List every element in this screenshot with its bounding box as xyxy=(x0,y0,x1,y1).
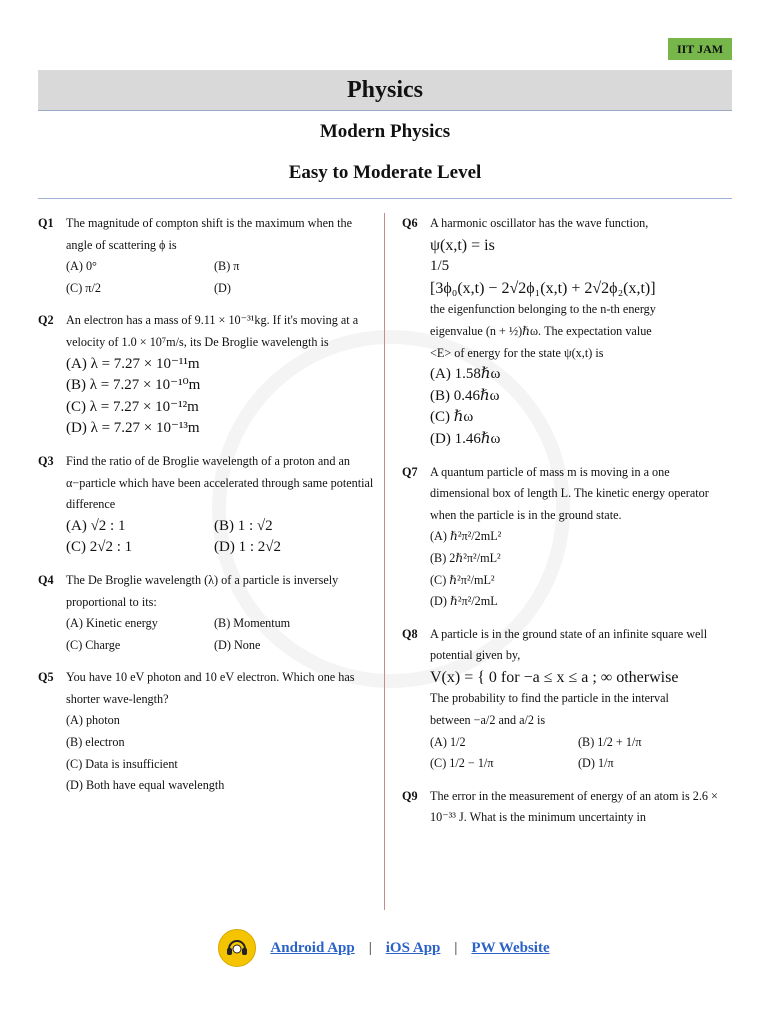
option: (C) π/2 xyxy=(66,280,101,295)
options-list xyxy=(430,364,732,450)
exam-badge: IIT JAM xyxy=(668,38,732,60)
option: (D) xyxy=(214,280,231,295)
question xyxy=(402,624,732,775)
option: (A) √2 : 1 xyxy=(66,517,126,534)
question-number: Q7 xyxy=(402,464,418,479)
headset-icon xyxy=(224,935,250,961)
question-stem: The error in the measurement of energy of an atom is 2.6 × 10⁻³³ J. What is the minimum uncertainty in xyxy=(430,788,718,825)
option: (A) 1.58ℏω xyxy=(430,366,501,383)
option: (D) 1 : 2√2 xyxy=(214,539,281,556)
option: (C) 2√2 : 1 xyxy=(66,539,133,556)
question-stem: The De Broglie wavelength (λ) of a particle is inversely proportional to its: xyxy=(66,572,339,609)
header-rule xyxy=(38,198,732,199)
option: (A) photon xyxy=(66,713,120,728)
question-stem: Find the ratio of de Broglie wavelength of a proton and an α−particle which have been accelerated through same potential difference xyxy=(66,453,374,512)
question xyxy=(38,667,376,797)
question-number: Q6 xyxy=(402,216,418,230)
question-stem: The magnitude of compton shift is the maximum when the angle of scattering ϕ is xyxy=(66,216,353,252)
option: (C) 1/2 − 1/π xyxy=(430,756,494,771)
options-list xyxy=(66,710,376,796)
question-number: Q9 xyxy=(402,788,418,803)
options-grid xyxy=(66,256,376,299)
footer-separator: | xyxy=(454,939,458,956)
question-stem: An electron has a mass of 9.11 × 10⁻³¹kg. If it's moving at a velocity of 1.0 × 10⁷m/s, its De Broglie wavelength is xyxy=(66,313,359,349)
question xyxy=(38,213,376,299)
option: (B) 2ℏ²π²/mL² xyxy=(430,550,501,565)
question xyxy=(402,786,732,829)
option: (B) 1 : √2 xyxy=(214,517,273,534)
option: (A) λ = 7.27 × 10⁻¹¹m xyxy=(66,355,200,372)
option: (D) ℏ²π²/2mL xyxy=(430,594,498,609)
android-app-link[interactable]: Android App xyxy=(270,939,355,956)
option: (B) electron xyxy=(66,735,125,750)
options-grid xyxy=(66,613,376,656)
options-list xyxy=(66,354,376,440)
option: (B) 0.46ℏω xyxy=(430,387,500,404)
option: (A) 0° xyxy=(66,259,97,274)
question xyxy=(38,451,376,559)
option: (A) ℏ²π²/2mL² xyxy=(430,529,502,544)
question-stem-line: A harmonic oscillator has the wave function, xyxy=(430,216,649,230)
question-stem-line: The probability to find the particle in the interval xyxy=(430,691,669,706)
options-grid xyxy=(430,732,732,775)
option: (D) λ = 7.27 × 10⁻¹³m xyxy=(66,420,200,437)
column-divider xyxy=(384,213,385,910)
option: (B) π xyxy=(214,259,240,274)
option: (D) 1.46ℏω xyxy=(430,430,501,447)
question xyxy=(38,310,376,440)
option: (D) Both have equal wavelength xyxy=(66,778,225,793)
question-number: Q3 xyxy=(38,453,54,468)
option: (C) ℏω xyxy=(430,409,474,426)
question-stem-line: between −a/2 and a/2 is xyxy=(430,713,546,728)
option: (C) ℏ²π²/mL² xyxy=(430,572,495,587)
footer-links xyxy=(0,928,768,968)
footer-separator: | xyxy=(368,939,372,956)
ios-app-link[interactable]: iOS App xyxy=(385,939,441,956)
question-number: Q8 xyxy=(402,626,418,641)
option: (D) 1/π xyxy=(578,756,614,771)
question-stem-line: 1/5 xyxy=(430,258,450,275)
option: (D) None xyxy=(214,637,261,652)
option: (A) Kinetic energy xyxy=(66,616,158,631)
option: (B) 1/2 + 1/π xyxy=(578,734,642,749)
option: (B) Momentum xyxy=(214,616,291,631)
level-subtitle: Easy to Moderate Level xyxy=(288,162,482,183)
option: (B) λ = 7.27 × 10⁻¹⁰m xyxy=(66,377,201,394)
option: (C) λ = 7.27 × 10⁻¹²m xyxy=(66,398,199,415)
question-number: Q4 xyxy=(38,572,54,587)
question-stem-line: eigenvalue (n + ½)ℏω. The expectation value xyxy=(430,323,652,338)
pw-website-link[interactable]: PW Website xyxy=(471,939,550,956)
question xyxy=(38,570,376,656)
left-column xyxy=(38,213,376,808)
page-title: Physics xyxy=(38,70,732,111)
question-stem-line: V(x) = { 0 for −a ≤ x ≤ a ; ∞ otherwise xyxy=(430,668,679,686)
options-grid xyxy=(66,516,376,559)
question-number: Q5 xyxy=(38,670,54,685)
question-stem: A quantum particle of mass m is moving in a one dimensional box of length L. The kinetic energy operator when the particle is in the ground state. xyxy=(430,464,709,522)
question-stem-line: the eigenfunction belonging to the n-th energy xyxy=(430,302,656,317)
options-list xyxy=(430,526,732,612)
question-stem-line: <E> of energy for the state ψ(x,t) is xyxy=(430,345,604,360)
question xyxy=(402,462,732,613)
option: (C) Charge xyxy=(66,637,121,652)
question-stem-line: A particle is in the ground state of an infinite square well potential given by, xyxy=(430,626,708,663)
question-stem-line: [3ϕ₀(x,t) − 2√2ϕ₁(x,t) + 2√2ϕ₂(x,t)] xyxy=(430,279,656,297)
question-stem: You have 10 eV photon and 10 eV electron. Which one has shorter wave-length? xyxy=(66,670,355,706)
topic-subtitle: Modern Physics xyxy=(319,121,451,142)
customer-service-icon[interactable] xyxy=(218,929,256,967)
right-column xyxy=(402,213,732,840)
question-number: Q1 xyxy=(38,216,54,230)
question xyxy=(402,213,732,451)
question-number: Q2 xyxy=(38,313,54,328)
question-stem-line: ψ(x,t) = is xyxy=(430,236,495,254)
option: (C) Data is insufficient xyxy=(66,756,178,771)
option: (A) 1/2 xyxy=(430,734,466,749)
